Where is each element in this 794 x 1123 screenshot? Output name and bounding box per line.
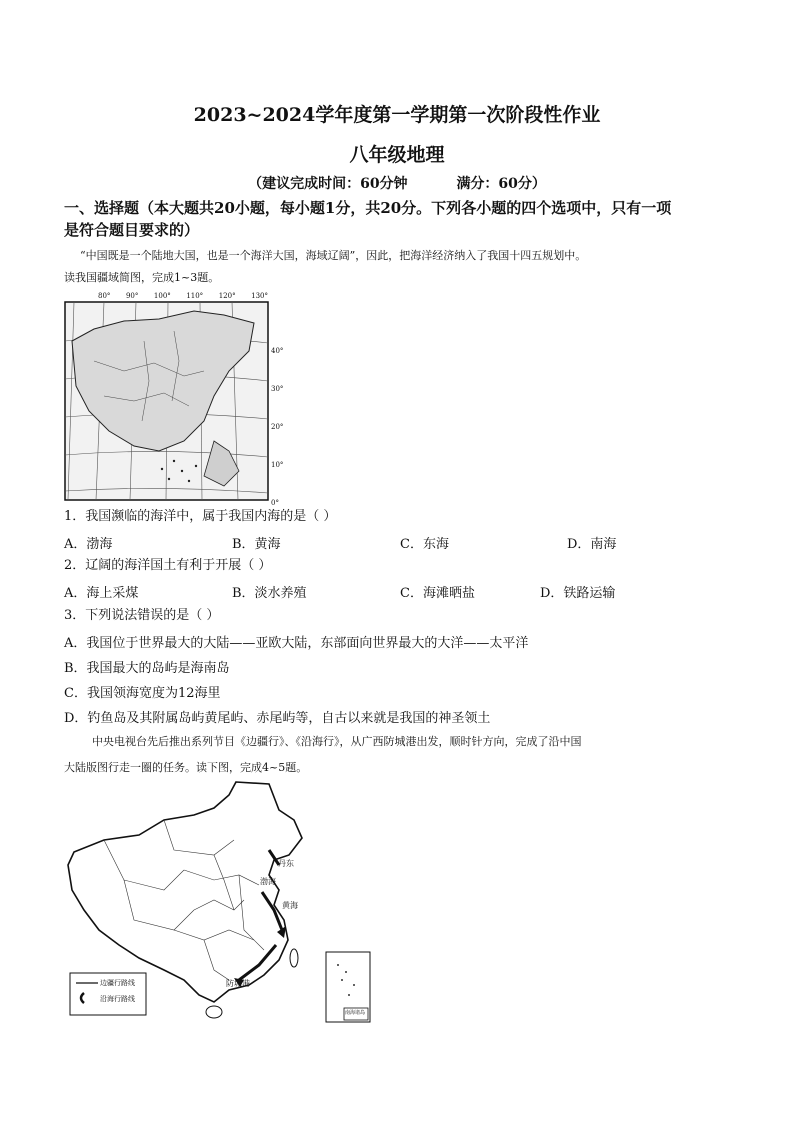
map1-longitude-labels [98,292,268,300]
section-heading-line1: 一、选择题（本大题共20小题，每小题1分，共20分。下列各小题的四个选项中，只有一项 [64,199,672,217]
lat-label: 0° [271,499,279,507]
lon-label: 80° [98,292,111,300]
lon-label: 100° [153,292,171,300]
label-dandong: 丹东 [278,859,294,868]
intro2-line2: 大陆版图行走一圈的任务。读下图，完成4~5题。 [64,761,308,774]
label-bohai: 渤海 [260,877,276,886]
q2-option-d: D．铁路运输 [540,586,616,601]
subject-title: 八年级地理 [349,144,445,166]
china-territory-map [64,292,286,507]
lon-label: 130° [251,292,268,300]
intro2-line1: 中央电视台先后推出系列节目《边疆行》、《沿海行》，从广西防城港出发，顺时针方向，完成了沿中国 [92,735,582,748]
lon-label: 120° [218,292,236,300]
lon-label: 110° [186,292,204,300]
time-info: （建议完成时间：60分钟 [248,176,408,192]
question-3-stem: 3．下列说法错误的是（ ） [64,608,220,623]
label-huanghai: 黄海 [282,901,298,910]
q2-option-c: C．海滩晒盐 [400,586,475,601]
lat-label: 20° [271,423,284,431]
lat-label: 10° [271,461,284,469]
q1-option-a: A．渤海 [64,537,113,552]
q3-option-a: A．我国位于世界最大的大陆——亚欧大陆，东部面向世界最大的大洋——太平洋 [64,636,529,651]
q3-option-d: D．钓鱼岛及其附属岛屿黄尾屿、赤尾屿等，自古以来就是我国的神圣领土 [64,711,491,726]
route-map [64,780,374,1024]
legend-border-route: 边疆行路线 [100,979,135,987]
q2-option-b: B．淡水养殖 [232,586,307,601]
legend-coastal-route: 沿海行路线 [100,995,135,1003]
intro1-line2: 读我国疆域简图，完成1~3题。 [64,271,220,284]
score-info: 满分：60分） [456,176,546,192]
page-title: 2023~2024学年度第一学期第一次阶段性作业 [193,104,601,126]
lat-label: 30° [271,385,284,393]
question-2-stem: 2．辽阔的海洋国土有利于开展（ ） [64,558,272,573]
label-fangchenggang: 防城港 [226,979,250,988]
q3-option-b: B．我国最大的岛屿是海南岛 [64,661,230,676]
map1-graphic [64,301,269,501]
q1-option-d: D．南海 [567,537,617,552]
q3-option-c: C．我国领海宽度为12海里 [64,686,221,701]
question-1-stem: 1．我国濒临的海洋中，属于我国内海的是（ ） [64,509,337,524]
q1-option-c: C．东海 [400,537,449,552]
intro1-line1: “中国既是一个陆地大国，也是一个海洋大国，海域辽阔”，因此，把海洋经济纳入了我国十四五规划中。 [80,249,587,262]
exam-meta [0,173,794,193]
q1-option-b: B．黄海 [232,537,281,552]
map1-latitude-labels [271,332,283,522]
inset-label: 南海诸岛 [345,1010,366,1016]
lon-label: 90° [125,292,139,300]
q2-option-a: A．海上采煤 [64,586,139,601]
lat-label: 40° [271,347,284,355]
section-heading-line2: 是符合题目要求的） [64,221,200,239]
